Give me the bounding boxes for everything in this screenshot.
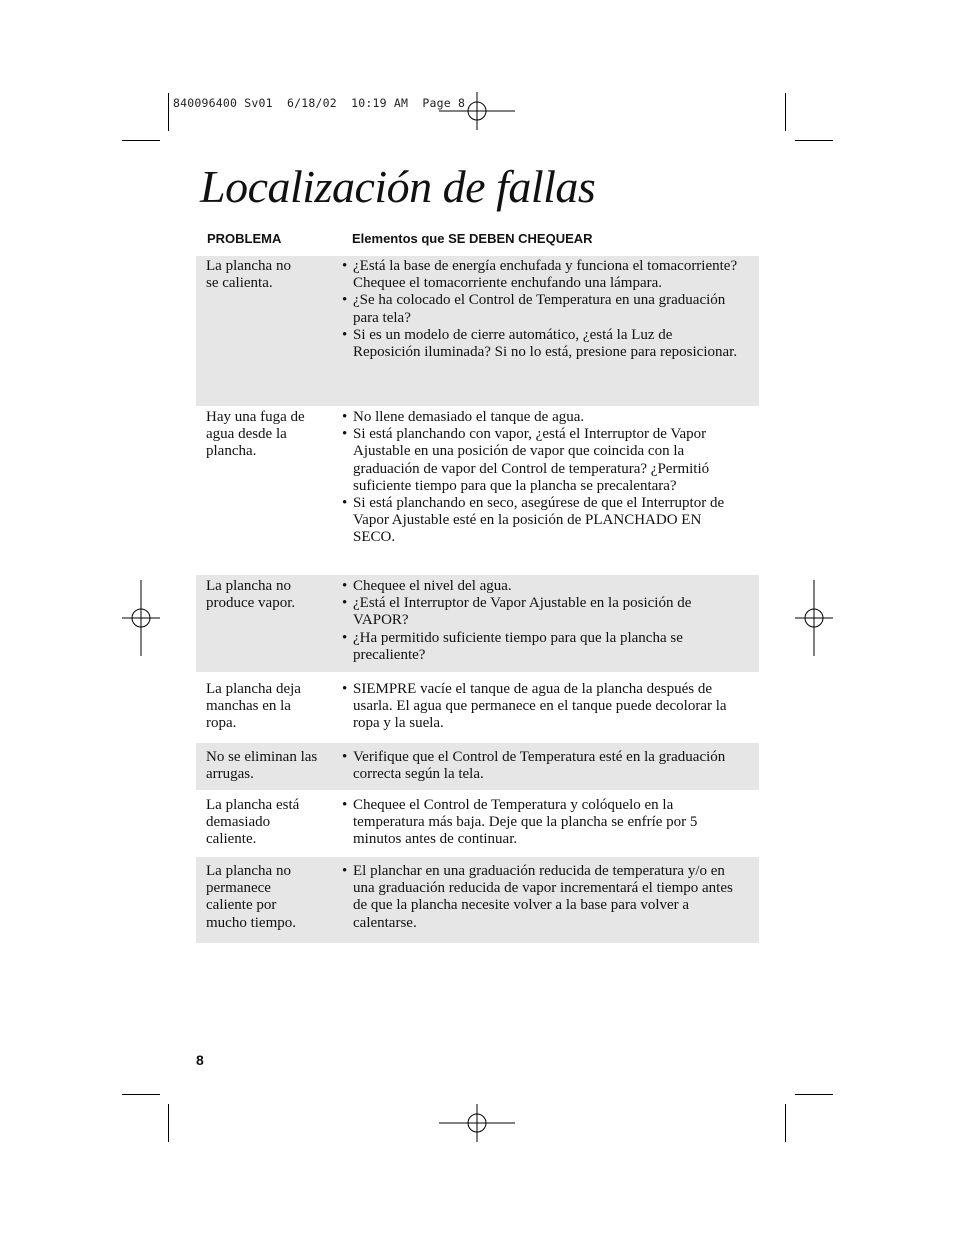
page-title: Localización de fallas: [200, 161, 596, 212]
header-problem: PROBLEMA: [207, 231, 282, 246]
check-cell: [342, 797, 759, 857]
registration-mark-right-icon: [795, 580, 833, 656]
check-item: • Si es un modelo de cierre automático, ¿está la Luz de Reposición iluminada? Si no lo está, presione para reposicionar.: [342, 327, 741, 361]
registration-mark-bottom-icon: [439, 1104, 515, 1142]
check-cell: [342, 258, 759, 406]
problem-cell: La plancha no produce vapor.: [206, 578, 296, 612]
problem-cell: Hay una fuga de agua desde la plancha.: [206, 409, 305, 460]
problem-cell: La plancha está demasiado caliente.: [206, 797, 300, 848]
crop-mark-top-right-horizontal: [795, 140, 833, 141]
crop-mark-bottom-right-horizontal: [795, 1094, 833, 1095]
problem-cell: La plancha no se calienta.: [206, 258, 291, 292]
table-row: [196, 256, 759, 406]
table-row: [196, 790, 759, 857]
page-number: 8: [196, 1052, 204, 1068]
problem-cell: No se eliminan las arrugas.: [206, 749, 318, 783]
table-row: [196, 743, 759, 790]
table-row: [196, 406, 759, 575]
table-row: [196, 672, 759, 743]
check-cell: [342, 749, 759, 790]
crop-mark-bottom-left-vertical: [168, 1104, 169, 1142]
registration-mark-left-icon: [122, 580, 160, 656]
crop-mark-top-left-vertical: [168, 93, 169, 131]
printer-slug: 840096400 Sv01 6/18/02 10:19 AM Page 8: [173, 96, 466, 110]
check-cell: [342, 863, 759, 943]
table-row: [196, 857, 759, 943]
check-item: • ¿Ha permitido suficiente tiempo para que la plancha se precaliente?: [342, 630, 741, 664]
check-item: • ¿Está el Interruptor de Vapor Ajustable en la posición de VAPOR?: [342, 595, 741, 629]
check-item: • Chequee el nivel del agua.: [342, 578, 741, 595]
check-cell: [342, 578, 759, 672]
check-item: • Verifique que el Control de Temperatura esté en la graduación correcta según la tela.: [342, 749, 741, 783]
crop-mark-top-left-horizontal: [122, 140, 160, 141]
check-item: • SIEMPRE vacíe el tanque de agua de la plancha después de usarla. El agua que permanece en el tanque puede decolorar la ropa y la suela.: [342, 681, 741, 733]
crop-mark-bottom-left-horizontal: [122, 1094, 160, 1095]
check-item: • ¿Está la base de energía enchufada y funciona el tomacorriente? Chequee el tomacorriente enchufando una lámpara.: [342, 258, 741, 292]
crop-mark-bottom-right-vertical: [785, 1104, 786, 1142]
problem-cell: La plancha no permanece caliente por mucho tiempo.: [206, 863, 296, 931]
check-item: • Si está planchando con vapor, ¿está el Interruptor de Vapor Ajustable en una posición de vapor que coincida con la graduación de vapor del Control de temperatura? ¿Permitió suficiente tiempo para que la plancha se precalentara?: [342, 426, 741, 495]
table-row: [196, 575, 759, 672]
check-item: • ¿Se ha colocado el Control de Temperatura en una graduación para tela?: [342, 292, 741, 326]
check-cell: [342, 409, 759, 575]
check-item: • No llene demasiado el tanque de agua.: [342, 409, 741, 426]
troubleshooting-table: [196, 256, 759, 943]
crop-mark-top-right-vertical: [785, 93, 786, 131]
header-check: Elementos que SE DEBEN CHEQUEAR: [352, 231, 593, 246]
check-item: • Si está planchando en seco, asegúrese de que el Interruptor de Vapor Ajustable esté en la posición de PLANCHADO EN SECO.: [342, 495, 741, 547]
problem-cell: La plancha deja manchas en la ropa.: [206, 681, 301, 732]
check-item: • El planchar en una graduación reducida de temperatura y/o en una graduación reducida de vapor incrementará el tiempo antes de que la plancha necesite volver a la base para volver a calentarse.: [342, 863, 741, 932]
check-item: • Chequee el Control de Temperatura y colóquelo en la temperatura más baja. Deje que la plancha se enfríe por 5 minutos antes de continuar.: [342, 797, 741, 849]
check-cell: [342, 681, 759, 743]
registration-mark-top-icon: [439, 92, 515, 130]
